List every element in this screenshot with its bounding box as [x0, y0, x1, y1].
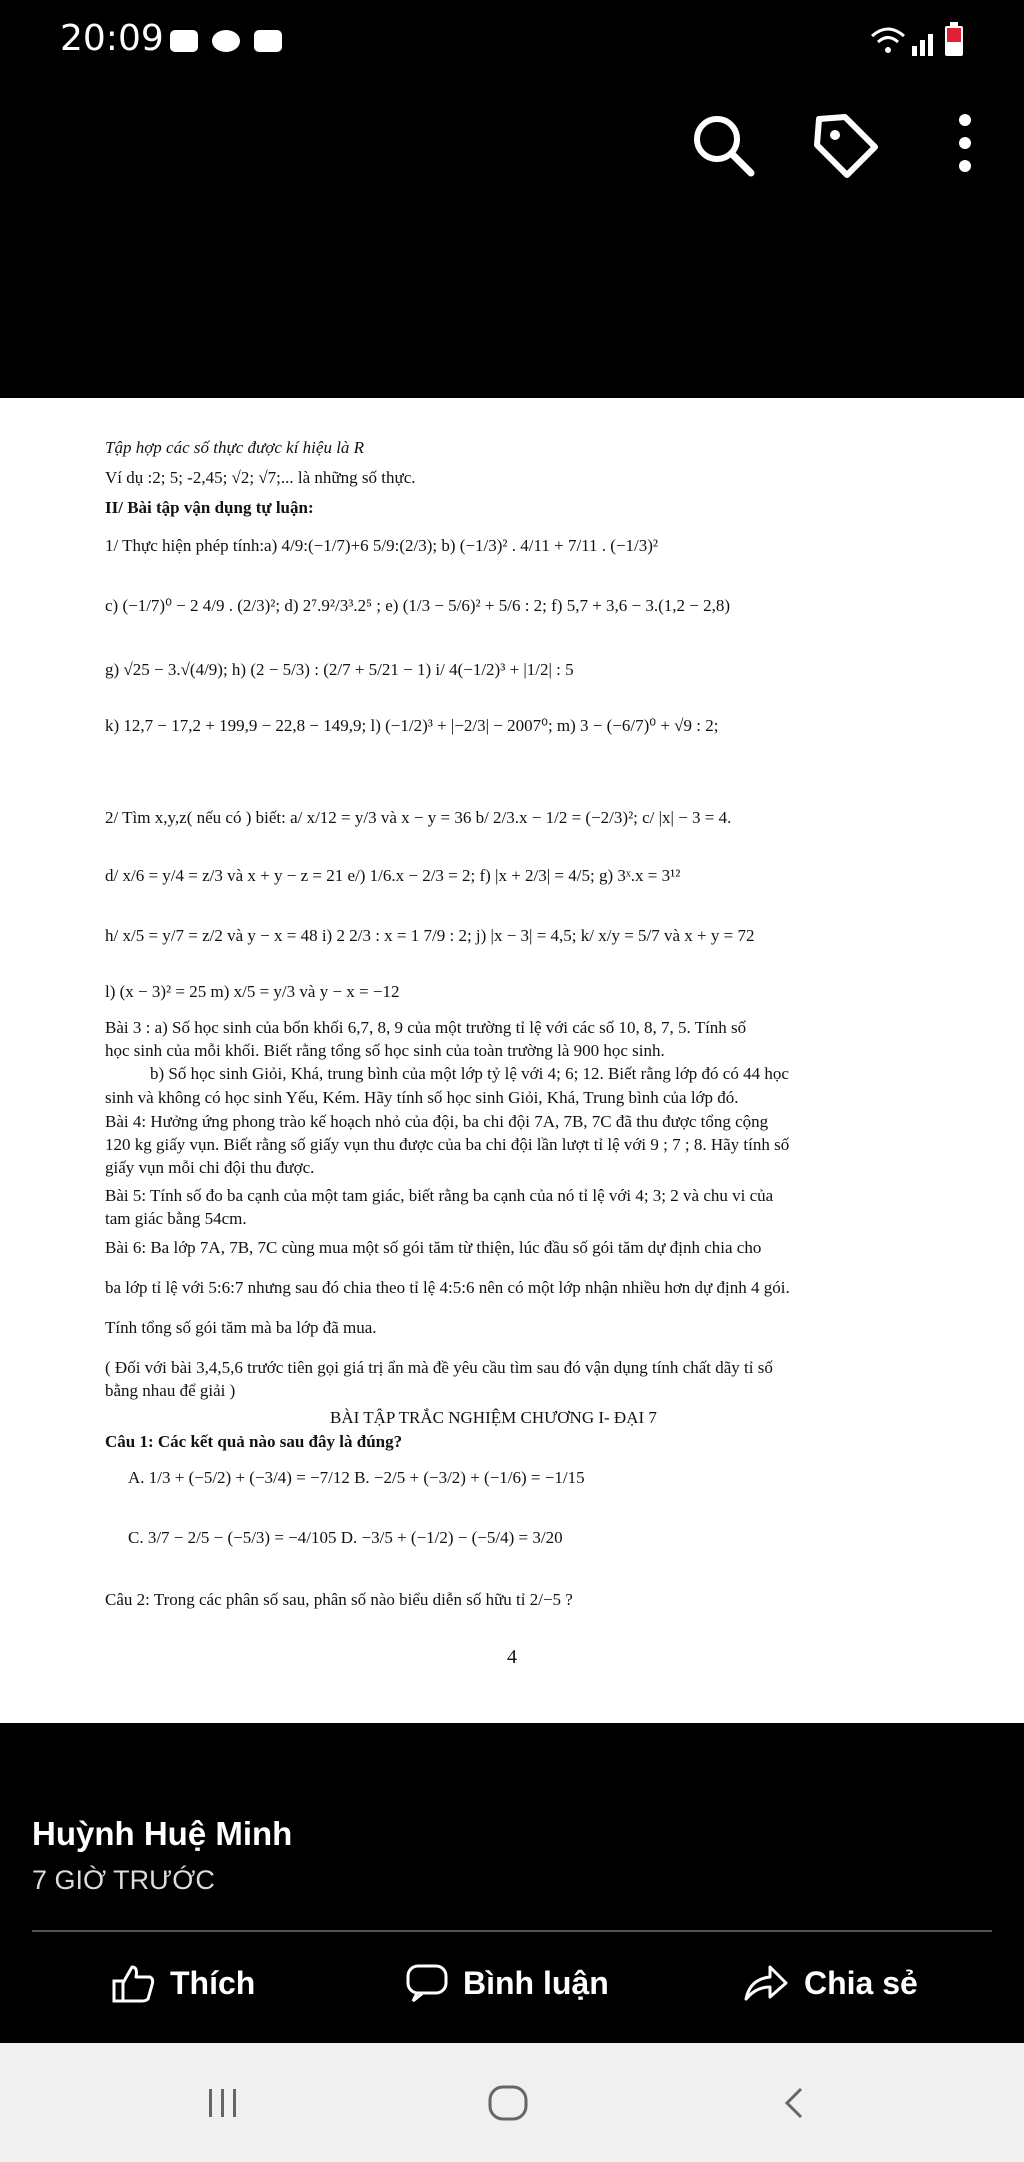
doc-line: giấy vụn mỗi chi đội thu được.: [105, 1158, 315, 1177]
share-button[interactable]: [742, 1963, 918, 2003]
like-label: Thích: [170, 1964, 256, 2001]
doc-section-title: BÀI TẬP TRẮC NGHIỆM CHƯƠNG I- ĐẠI 7: [330, 1408, 657, 1427]
recent-apps-icon[interactable]: [203, 2083, 243, 2123]
doc-line: d/ x/6 = y/4 = z/3 và x + y − z = 21 e/) 1/6.x − 2/3 = 2; f) |x + 2/3| = 4/5; g) 3ˣ.x = 3¹²: [105, 866, 681, 885]
share-icon: [742, 1963, 790, 2003]
page-number: 4: [507, 1646, 517, 1668]
search-icon: [683, 105, 763, 185]
doc-line: C. 3/7 − 2/5 − (−5/3) = −4/105 D. −3/5 + (−1/2) − (−5/4) = 3/20: [128, 1528, 563, 1547]
signal-icon: [910, 28, 940, 56]
comment-label: Bình luận: [463, 1964, 609, 2001]
share-label: Chia sẻ: [804, 1964, 918, 2001]
post-author[interactable]: Huỳnh Huệ Minh: [32, 1815, 293, 1852]
doc-heading: II/ Bài tập vận dụng tự luận:: [105, 498, 314, 517]
document-image[interactable]: [0, 398, 1024, 1723]
battery-icon: [944, 22, 964, 56]
doc-line: 120 kg giấy vụn. Biết rằng số giấy vụn thu được của ba chi đội lần lượt tỉ lệ với 9 ; 7 ; 8. Hãy tính số: [105, 1135, 790, 1154]
doc-line: ( Đối với bài 3,4,5,6 trước tiên gọi giá trị ẩn mà đề yêu cầu tìm sau đó vận dụng tính chất dãy tỉ số: [105, 1358, 773, 1377]
doc-line: sinh và không có học sinh Yếu, Kém. Hãy tính số học sinh Giỏi, Khá, Trung bình của lớp đó.: [105, 1088, 739, 1107]
notification-icon: [254, 30, 282, 52]
comment-icon: [405, 1963, 449, 2003]
post-footer: [0, 1723, 1024, 2043]
thumbs-up-icon: [112, 1963, 156, 2003]
doc-line: bằng nhau để giải ): [105, 1381, 236, 1400]
home-icon[interactable]: [486, 2081, 530, 2125]
status-bar: [0, 0, 1024, 80]
divider: [32, 1930, 992, 1932]
post-time: 7 GIỜ TRƯỚC: [32, 1865, 215, 1895]
signal-battery-icons: [870, 22, 964, 56]
doc-line: Câu 1: Các kết quả nào sau đây là đúng?: [105, 1432, 403, 1451]
wifi-icon: [870, 26, 906, 56]
doc-line: b) Số học sinh Giỏi, Khá, trung bình của một lớp tỷ lệ với 4; 6; 12. Biết rằng lớp đó có 44 học: [150, 1064, 789, 1083]
back-icon[interactable]: [775, 2083, 815, 2123]
doc-line: Câu 2: Trong các phân số sau, phân số nào biểu diễn số hữu tỉ 2/−5 ?: [105, 1590, 573, 1609]
doc-line: Bài 4: Hưởng ứng phong trào kế hoạch nhỏ của đội, ba chi đội 7A, 7B, 7C đã thu được tổng cộng: [105, 1112, 769, 1131]
doc-line: h/ x/5 = y/7 = z/2 và y − x = 48 i) 2 2/3 : x = 1 7/9 : 2; j) |x − 3| = 4,5; k/ x/y = 5/7 và x + y = 72: [105, 926, 755, 945]
doc-line: Tính tổng số gói tăm mà ba lớp đã mua.: [105, 1318, 377, 1337]
comment-button[interactable]: [405, 1963, 609, 2003]
doc-line: Tập hợp các số thực được kí hiệu là R: [105, 438, 365, 457]
doc-line: A. 1/3 + (−5/2) + (−3/4) = −7/12 B. −2/5 + (−3/2) + (−1/6) = −1/15: [128, 1468, 585, 1487]
doc-line: l) (x − 3)² = 25 m) x/5 = y/3 và y − x = −12: [105, 982, 400, 1001]
navigation-bar: [0, 2043, 1024, 2162]
more-vertical-icon: [925, 105, 985, 185]
search-button[interactable]: [683, 105, 763, 185]
notification-icon: [170, 30, 198, 52]
like-button[interactable]: [112, 1963, 255, 2003]
tag-icon: [805, 105, 885, 185]
more-options-button[interactable]: [925, 105, 985, 185]
doc-line: ba lớp tỉ lệ với 5:6:7 nhưng sau đó chia theo tỉ lệ 4:5:6 nên có một lớp nhận nhiều hơn dự định 4 gói.: [105, 1278, 790, 1297]
tag-button[interactable]: [805, 105, 885, 185]
status-time: 20:09: [60, 18, 164, 59]
doc-line: k) 12,7 − 17,2 + 199,9 − 22,8 − 149,9; l) (−1/2)³ + |−2/3| − 2007⁰; m) 3 − (−6/7)⁰ + √9 : 2;: [105, 716, 719, 735]
doc-line: c) (−1/7)⁰ − 2 4/9 . (2/3)²; d) 2⁷.9²/3³.2⁵ ; e) (1/3 − 5/6)² + 5/6 : 2; f) 5,7 + 3,6 − 3.(1,2 − 2,8): [105, 596, 731, 615]
doc-line: học sinh của mỗi khối. Biết rằng tổng số học sinh của toàn trường là 900 học sinh.: [105, 1041, 665, 1060]
doc-line: Bài 3 : a) Số học sinh của bốn khối 6,7, 8, 9 của một trường tỉ lệ với các số 10, 8, 7, 5. Tính số: [105, 1018, 747, 1037]
doc-line: Bài 5: Tính số đo ba cạnh của một tam giác, biết rằng ba cạnh của nó tỉ lệ với 4; 3; 2 và chu vi của: [105, 1186, 774, 1205]
doc-line: tam giác bằng 54cm.: [105, 1209, 247, 1228]
doc-line: 1/ Thực hiện phép tính:a) 4/9:(−1/7)+6 5/9:(2/3); b) (−1/3)² . 4/11 + 7/11 . (−1/3)²: [105, 536, 659, 555]
notification-icon: [212, 30, 240, 52]
doc-line: g) √25 − 3.√(4/9); h) (2 − 5/3) : (2/7 + 5/21 − 1) i/ 4(−1/2)³ + |1/2| : 5: [105, 660, 574, 679]
doc-line: Bài 6: Ba lớp 7A, 7B, 7C cùng mua một số gói tăm từ thiện, lúc đầu số gói tăm dự định chia cho: [105, 1238, 762, 1257]
doc-line: 2/ Tìm x,y,z( nếu có ) biết: a/ x/12 = y/3 và x − y = 36 b/ 2/3.x − 1/2 = (−2/3)²; c/ |x| − 3 = 4.: [105, 808, 732, 827]
doc-line: Ví dụ :2; 5; -2,45; √2; √7;... là những số thực.: [105, 468, 416, 487]
